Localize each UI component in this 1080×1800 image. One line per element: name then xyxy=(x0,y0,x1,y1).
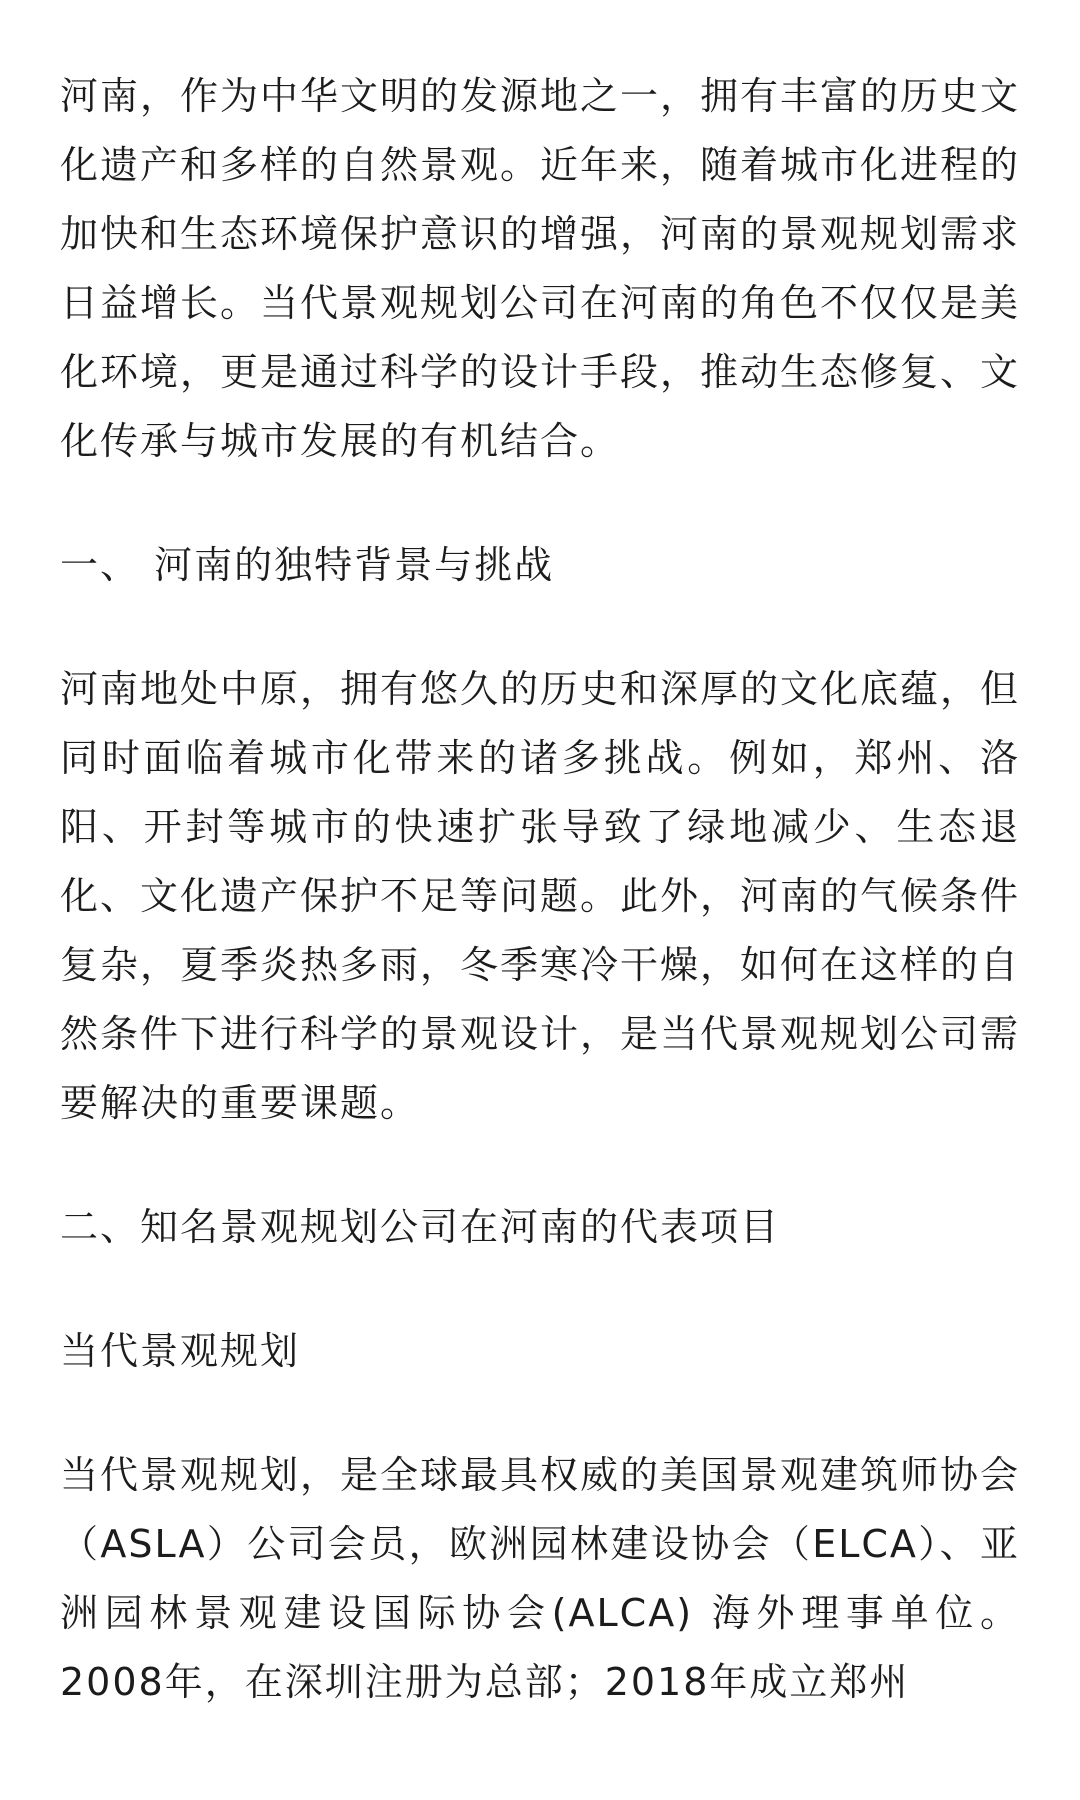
section-2-heading: 二、知名景观规划公司在河南的代表项目 xyxy=(60,1205,781,1249)
article-body xyxy=(60,62,1020,1772)
company-name-heading: 当代景观规划 xyxy=(60,1329,301,1373)
section-1-paragraph: 河南地处中原，拥有悠久的历史和深厚的文化底蕴，但同时面临着城市化带来的诸多挑战。例如，郑州、洛阳、开封等城市的快速扩张导致了绿地减少、生态退化、文化遗产保护不足等问题。此外，河南的气候条件复杂，夏季炎热多雨，冬季寒冷干燥，如何在这样的自然条件下进行科学的景观设计，是当代景观规划公司需要解决的重要课题。 xyxy=(60,667,1021,1125)
section-1-heading: 一、 河南的独特背景与挑战 xyxy=(60,543,555,587)
company-paragraph: 当代景观规划，是全球最具权威的美国景观建筑师协会（ASLA）公司会员，欧洲园林建设协会（ELCA）、亚洲园林景观建设国际协会(ALCA) 海外理事单位。2008年，在深圳注册为总部；2018年成立郑州 xyxy=(60,1453,1021,1704)
intro-paragraph: 河南，作为中华文明的发源地之一，拥有丰富的历史文化遗产和多样的自然景观。近年来，随着城市化进程的加快和生态环境保护意识的增强，河南的景观规划需求日益增长。当代景观规划公司在河南的角色不仅仅是美化环境，更是通过科学的设计手段，推动生态修复、文化传承与城市发展的有机结合。 xyxy=(60,74,1021,463)
